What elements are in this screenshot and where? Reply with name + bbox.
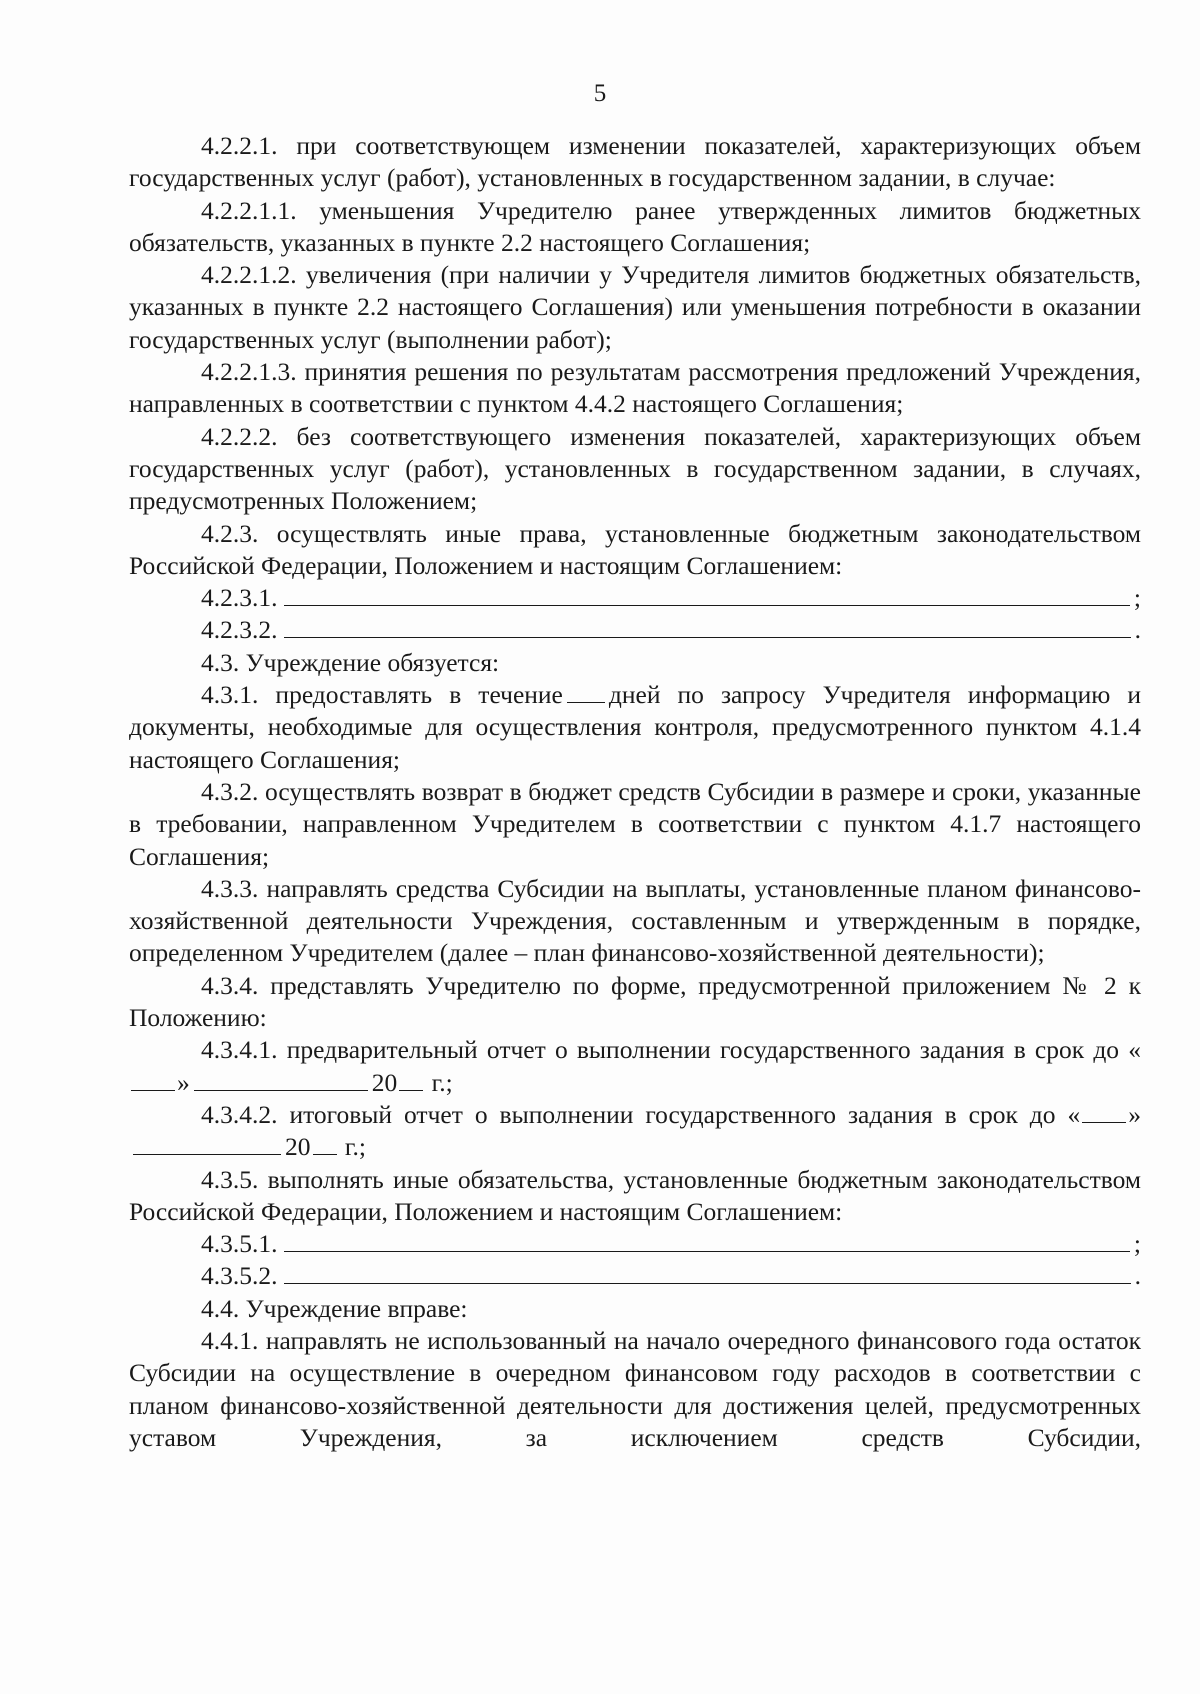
paragraph-4-3-4-1 bbox=[129, 1034, 1141, 1099]
blank-field bbox=[284, 615, 1131, 638]
fill-line-4-3-5-1 bbox=[129, 1228, 1141, 1260]
fill-line-label: 4.2.3.2. bbox=[201, 615, 278, 645]
fill-line-end: ; bbox=[1133, 1229, 1141, 1259]
paragraph-4-4-1: 4.4.1. направлять не использованный на начало очередного финансового года остаток Субсидии на осуществление в очередном финансовом году расходов в соответствии с планом финансово-хозяйственной деятельности для достижения целей, предусмотренных уставом Учреждения, за исключением средств Субсидии, bbox=[129, 1325, 1141, 1452]
fill-line-end: . bbox=[1134, 1261, 1141, 1291]
text-run: 20 bbox=[285, 1132, 311, 1162]
paragraph-4-2-2-1-1: 4.2.2.1.1. уменьшения Учредителю ранее утвержденных лимитов бюджетных обязательств, указанных в пункте 2.2 настоящего Соглашения; bbox=[129, 195, 1141, 257]
paragraph-4-4: 4.4. Учреждение вправе: bbox=[201, 1293, 468, 1323]
blank-field-month bbox=[133, 1132, 281, 1155]
text-run: дней по запросу Учредителя информацию и документы, необходимые для осуществления контроля, предусмотренного пунктом 4.1.4 настоящего Соглашения; bbox=[129, 680, 1141, 774]
text-run: » bbox=[1128, 1099, 1141, 1129]
paragraph-4-2-2-1-2: 4.2.2.1.2. увеличения (при наличии у Учредителя лимитов бюджетных обязательств, указанных в пункте 2.2 настоящего Соглашения) или уменьшения потребности в оказании государственных услуг (выполнении работ); bbox=[129, 260, 1141, 354]
paragraph-4-3-4-2 bbox=[129, 1099, 1141, 1164]
fill-line-4-3-5-2 bbox=[129, 1260, 1141, 1292]
text-run: г.; bbox=[344, 1132, 366, 1162]
paragraph-4-3-4: 4.3.4. представлять Учредителю по форме, предусмотренной приложением № 2 к Положению: bbox=[129, 970, 1141, 1033]
paragraph-4-3-2: 4.3.2. осуществлять возврат в бюджет средств Субсидии в размере и сроки, указанные в требовании, направленном Учредителем в соответствии с пунктом 4.1.7 настоящего Соглашения; bbox=[129, 776, 1141, 871]
fill-line-end: ; bbox=[1133, 583, 1141, 613]
text-run: » bbox=[177, 1067, 190, 1097]
fill-line-label: 4.3.5.1. bbox=[201, 1229, 278, 1259]
blank-field bbox=[284, 1261, 1131, 1284]
text-run: 4.3.4.1. предварительный отчет о выполнении государственного задания в срок до « bbox=[201, 1035, 1141, 1065]
blank-field bbox=[284, 1229, 1130, 1252]
paragraph-4-3-3: 4.3.3. направлять средства Субсидии на выплаты, установленные планом финансово-хозяйственной деятельности Учреждения, составленным и утвержденным в порядке, определенном Учредителем (далее – план финансово-хозяйственной деятельности); bbox=[129, 873, 1141, 968]
paragraph-4-3-1 bbox=[129, 679, 1141, 776]
blank-field-year bbox=[313, 1132, 337, 1155]
fill-line-label: 4.3.5.2. bbox=[201, 1261, 278, 1291]
fill-line-label: 4.2.3.1. bbox=[201, 583, 278, 613]
text-run: г.; bbox=[431, 1067, 453, 1097]
document-body bbox=[129, 130, 1141, 1454]
page-number: 5 bbox=[593, 80, 607, 107]
blank-field-days bbox=[567, 680, 605, 703]
blank-field-day bbox=[1082, 1100, 1126, 1123]
text-run: 4.3.4.2. итоговый отчет о выполнении государственного задания в срок до « bbox=[201, 1099, 1081, 1129]
paragraph-4-2-2-1: 4.2.2.1. при соответствующем изменении показателей, характеризующих объем государственных услуг (работ), установленных в государственном задании, в случае: bbox=[129, 131, 1141, 193]
paragraph-4-3: 4.3. Учреждение обязуется: bbox=[201, 647, 500, 677]
paragraph-4-2-3: 4.2.3. осуществлять иные права, установленные бюджетным законодательством Российской Федерации, Положением и настоящим Соглашением: bbox=[129, 518, 1141, 580]
blank-field bbox=[284, 583, 1130, 606]
text-run: 20 bbox=[371, 1067, 398, 1097]
text-run: 4.3.1. предоставлять в течение bbox=[201, 680, 563, 710]
fill-line-4-2-3-1 bbox=[129, 582, 1141, 614]
paragraph-4-2-2-1-3: 4.2.2.1.3. принятия решения по результатам рассмотрения предложений Учреждения, направленных в соответствии с пунктом 4.4.2 настоящего Соглашения; bbox=[129, 357, 1141, 419]
blank-field-day bbox=[131, 1068, 175, 1091]
fill-line-end: . bbox=[1134, 615, 1141, 645]
fill-line-4-2-3-2 bbox=[129, 614, 1141, 646]
blank-field-year bbox=[399, 1068, 423, 1091]
paragraph-4-2-2-2: 4.2.2.2. без соответствующего изменения показателей, характеризующих объем государственных услуг (работ), установленных в государственном задании, в случаях, предусмотренных Положением; bbox=[129, 421, 1141, 516]
paragraph-4-3-5: 4.3.5. выполнять иные обязательства, установленные бюджетным законодательством Российской Федерации, Положением и настоящим Соглашением: bbox=[129, 1164, 1141, 1226]
blank-field-month bbox=[194, 1068, 368, 1091]
